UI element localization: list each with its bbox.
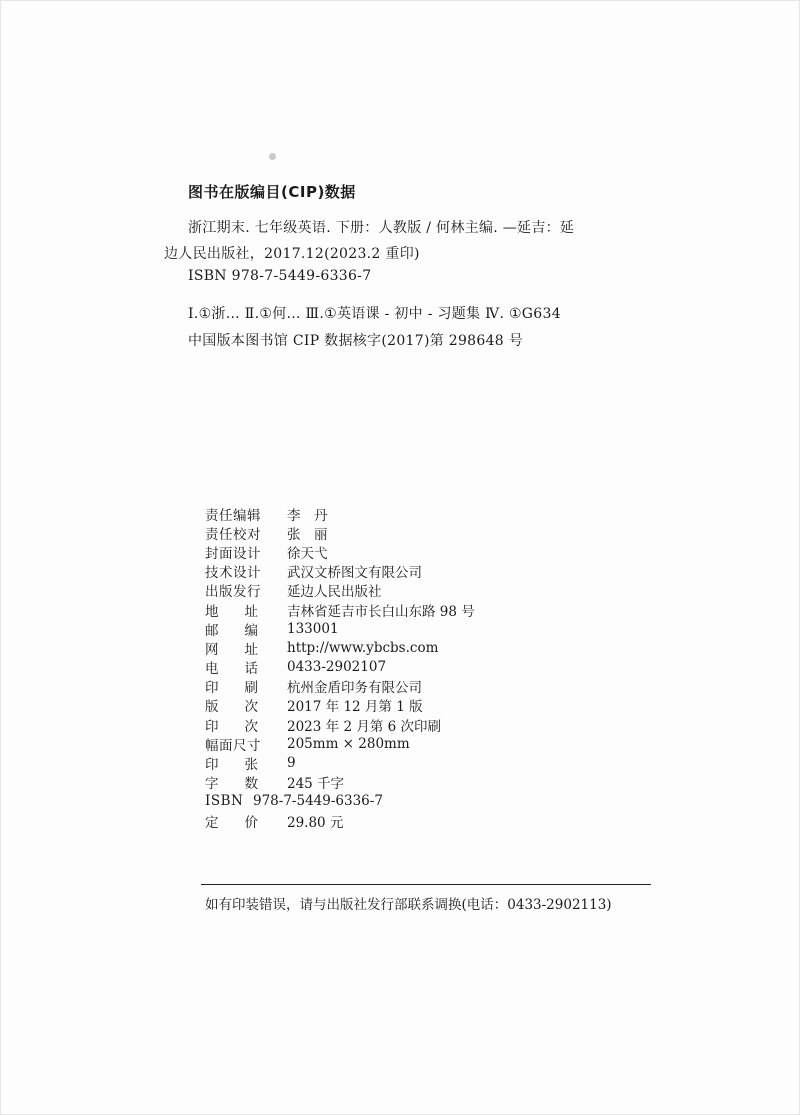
- info-row: [205, 734, 665, 753]
- info-label: 定价: [205, 814, 284, 831]
- cip-title: 图书在版编目(CIP)数据: [188, 183, 356, 201]
- info-label: 网址: [205, 641, 284, 658]
- info-row: [205, 619, 665, 638]
- info-label: 技术设计: [205, 565, 261, 582]
- info-label: 电话: [205, 661, 284, 678]
- info-label: 邮编: [205, 622, 284, 639]
- info-value: 杭州金盾印务有限公司: [287, 680, 422, 697]
- info-row: [205, 638, 665, 657]
- footer-note: 如有印装错误，请与出版社发行部联系调换(电话：0433-2902113): [205, 897, 612, 913]
- info-value: 0433-2902107: [287, 659, 387, 676]
- info-row: [205, 811, 665, 830]
- info-label: 责任编辑: [205, 507, 261, 524]
- info-label: 出版发行: [205, 584, 261, 601]
- info-label: 责任校对: [205, 526, 261, 543]
- info-label: 地址: [205, 603, 284, 620]
- info-row: [205, 658, 665, 677]
- info-label: 印次: [205, 718, 284, 735]
- divider-line: [201, 884, 651, 885]
- cip-isbn: ISBN 978-7-5449-6336-7: [188, 268, 372, 284]
- publication-info-table: [205, 504, 665, 830]
- info-row: [205, 581, 665, 600]
- info-value: 2023 年 2 月第 6 次印刷: [287, 718, 441, 735]
- cip-classification: Ⅰ.①浙… Ⅱ.①何… Ⅲ.①英语课 - 初中 - 习题集 Ⅳ. ①G634: [188, 306, 561, 322]
- info-row: [205, 715, 665, 734]
- info-value: http://www.ybcbs.com: [287, 639, 439, 656]
- info-row: [205, 542, 665, 561]
- cip-description-line2: 边人民出版社，2017.12(2023.2 重印): [164, 246, 420, 262]
- info-label: 幅面尺寸: [205, 737, 261, 754]
- cip-record-number: 中国版本图书馆 CIP 数据核字(2017)第 298648 号: [188, 333, 524, 349]
- info-value: 29.80 元: [287, 814, 344, 831]
- info-value: 吉林省延吉市长白山东路 98 号: [287, 603, 475, 620]
- info-row: [205, 753, 665, 772]
- info-value: 245 千字: [287, 776, 345, 793]
- info-row: [205, 696, 665, 715]
- info-value: 李 丹: [287, 507, 328, 524]
- info-label: 封面设计: [205, 545, 261, 562]
- info-value: 徐天弋: [287, 545, 328, 562]
- info-label: 版次: [205, 699, 284, 716]
- info-row: [205, 562, 665, 581]
- cip-description-line1: 浙江期末. 七年级英语. 下册：人教版 / 何林主编. —延吉：延: [188, 220, 575, 236]
- info-value: 2017 年 12 月第 1 版: [287, 699, 423, 716]
- info-value: 张 丽: [287, 526, 328, 543]
- info-row: [205, 600, 665, 619]
- info-row: [205, 773, 665, 792]
- info-label: 字数: [205, 776, 284, 793]
- info-value: 9: [287, 755, 296, 772]
- info-value: 武汉文桥图文有限公司: [287, 565, 422, 582]
- info-row: [205, 677, 665, 696]
- info-value: 978-7-5449-6336-7: [253, 793, 383, 810]
- info-value: 延边人民出版社: [287, 584, 382, 601]
- info-row: [205, 792, 665, 811]
- info-label: 印张: [205, 757, 284, 774]
- info-row: [205, 523, 665, 542]
- paper-speck: [269, 153, 276, 160]
- info-value: 205mm × 280mm: [287, 735, 410, 752]
- info-value: 133001: [287, 620, 339, 637]
- info-label: 印刷: [205, 680, 284, 697]
- info-row: [205, 504, 665, 523]
- info-label: ISBN: [205, 793, 244, 810]
